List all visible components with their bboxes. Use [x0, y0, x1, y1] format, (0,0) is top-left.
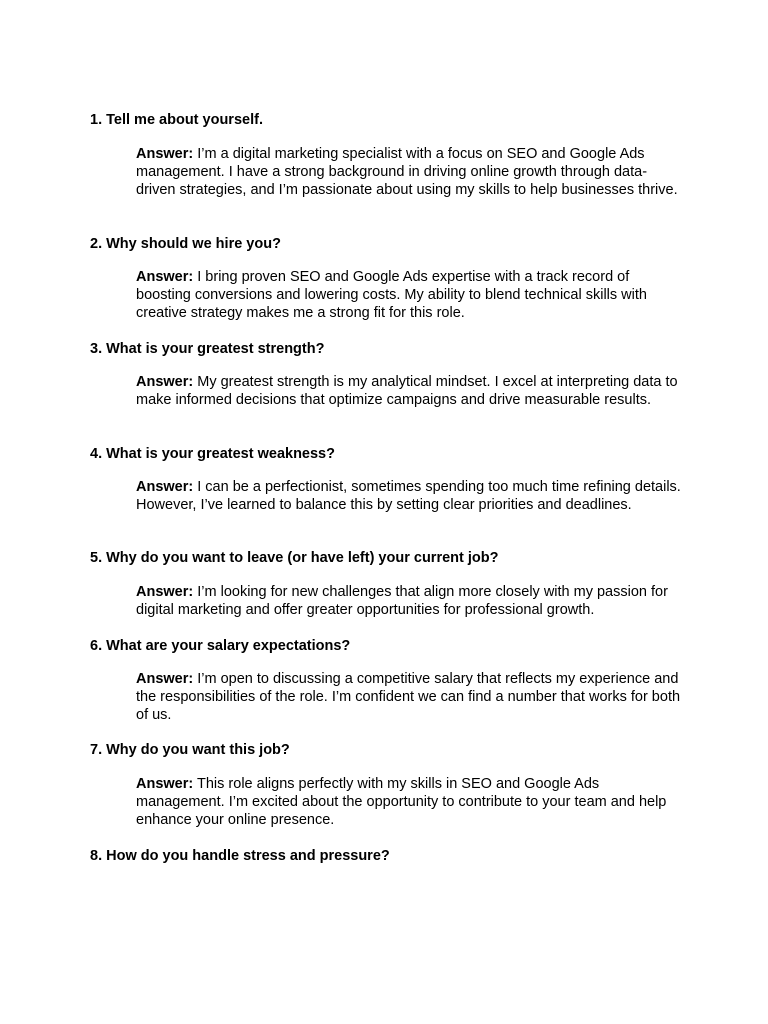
answer-label: Answer: [136, 146, 194, 162]
question-1: 1. Tell me about yourself. [90, 112, 263, 128]
answer-label: Answer: [136, 374, 194, 390]
answer-5 [136, 583, 681, 619]
answer-text: I’m a digital marketing specialist with a focus on SEO and Google Ads management. I have a strong background in driving online growth through data-driven strategies, and I’m passionate about using my skills to help businesses thrive. [136, 146, 678, 198]
question-5: 5. Why do you want to leave (or have left) your current job? [90, 550, 499, 566]
answer-text: I bring proven SEO and Google Ads expertise with a track record of boosting conversions and lowering costs. My ability to blend technical skills with creative strategy makes me a strong fit for this role. [136, 269, 647, 321]
answer-text: I can be a perfectionist, sometimes spending too much time refining details. However, I’ve learned to balance this by setting clear priorities and deadlines. [136, 479, 681, 513]
answer-label: Answer: [136, 479, 194, 495]
question-3: 3. What is your greatest strength? [90, 341, 325, 357]
answer-text: My greatest strength is my analytical mindset. I excel at interpreting data to make informed decisions that optimize campaigns and drive measurable results. [136, 374, 678, 408]
answer-label: Answer: [136, 671, 194, 687]
answer-label: Answer: [136, 776, 194, 792]
answer-7 [136, 775, 681, 829]
answer-1 [136, 145, 681, 199]
answer-6 [136, 670, 681, 724]
question-8: 8. How do you handle stress and pressure? [90, 848, 390, 864]
answer-label: Answer: [136, 584, 194, 600]
answer-3 [136, 373, 681, 409]
answer-2 [136, 268, 681, 322]
answer-text: I’m open to discussing a competitive salary that reflects my experience and the responsibilities of the role. I’m confident we can find a number that works for both of us. [136, 671, 681, 723]
question-4: 4. What is your greatest weakness? [90, 446, 335, 462]
answer-label: Answer: [136, 269, 194, 285]
answer-4 [136, 478, 681, 514]
answer-text: This role aligns perfectly with my skills in SEO and Google Ads management. I’m excited about the opportunity to contribute to your team and help enhance your online presence. [136, 776, 667, 828]
answer-text: I’m looking for new challenges that align more closely with my passion for digital marketing and offer greater opportunities for professional growth. [136, 584, 668, 618]
question-6: 6. What are your salary expectations? [90, 638, 351, 654]
question-7: 7. Why do you want this job? [90, 742, 290, 758]
question-2: 2. Why should we hire you? [90, 236, 281, 252]
